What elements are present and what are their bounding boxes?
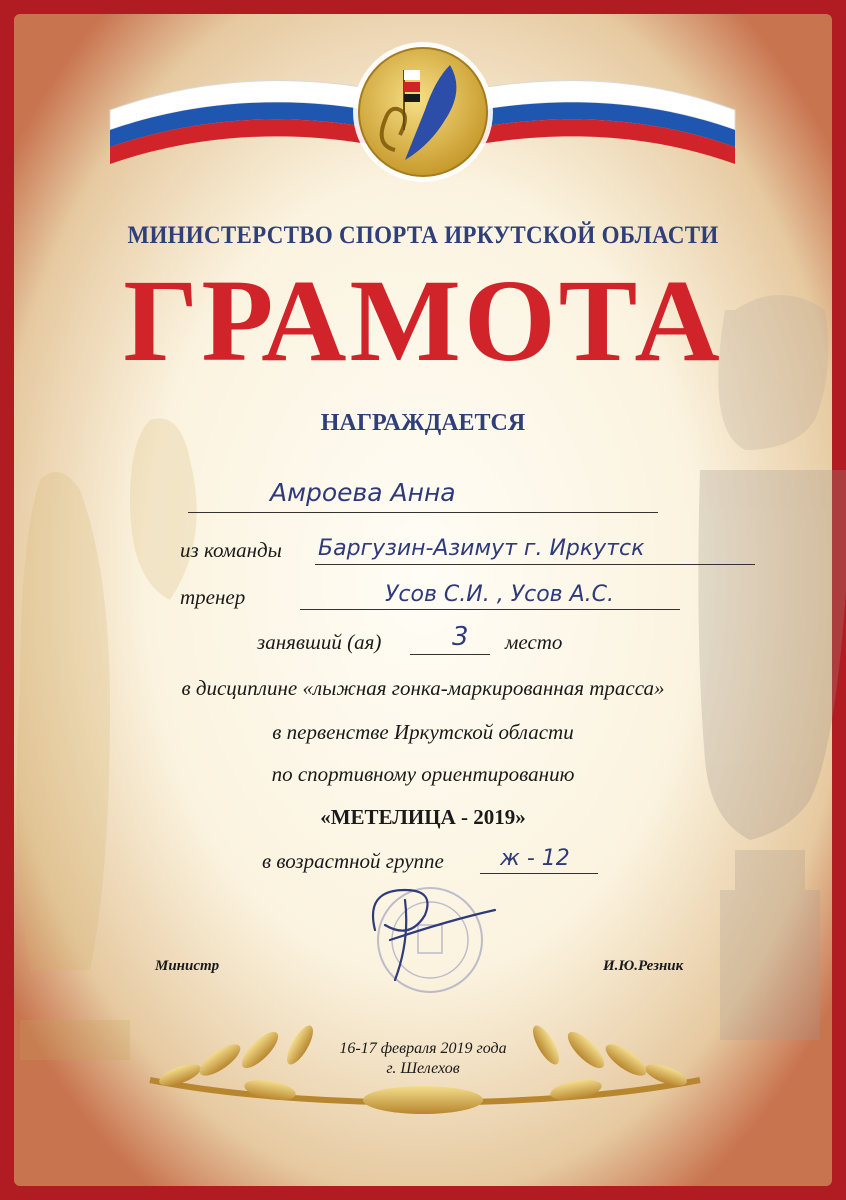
ministry-name: МИНИСТЕРСТВО СПОРТА ИРКУТСКОЙ ОБЛАСТИ xyxy=(127,222,719,249)
place-value: 3 xyxy=(452,622,469,652)
place-suffix: место xyxy=(505,630,563,654)
discipline-line: в дисциплине «лыжная гонка-маркированная трасса» xyxy=(181,676,665,700)
awarded-heading: НАГРАЖДАЕТСЯ xyxy=(320,410,526,436)
place-underline xyxy=(410,654,490,655)
coach-underline xyxy=(300,609,680,610)
age-group-underline xyxy=(480,873,598,874)
name-underline xyxy=(188,512,658,513)
certificate-title: ГРАМОТА xyxy=(123,255,723,386)
age-group-label: в возрастной группе xyxy=(262,849,444,873)
event-date: 16-17 февраля 2019 года xyxy=(339,1040,507,1057)
minister-label: Министр xyxy=(155,958,220,974)
place-label: занявший (ая) xyxy=(257,630,382,654)
event-name: «МЕТЕЛИЦА - 2019» xyxy=(320,805,526,829)
team-value: Баргузин-Азимут г. Иркутск xyxy=(318,536,645,561)
coach-value: Усов С.И. , Усов А.С. xyxy=(385,582,615,607)
ministry-emblem xyxy=(353,42,493,182)
minister-name: И.Ю.Резник xyxy=(603,958,684,974)
team-underline xyxy=(315,564,755,565)
recipient-name: Амроева Анна xyxy=(270,478,456,507)
coach-label: тренер xyxy=(180,585,246,609)
sport-line: по спортивному ориентированию xyxy=(271,762,575,786)
event-city: г. Шелехов xyxy=(386,1060,460,1077)
age-group-value: ж - 12 xyxy=(500,846,570,871)
team-label: из команды xyxy=(180,538,282,562)
championship-line: в первенстве Иркутской области xyxy=(272,720,574,744)
